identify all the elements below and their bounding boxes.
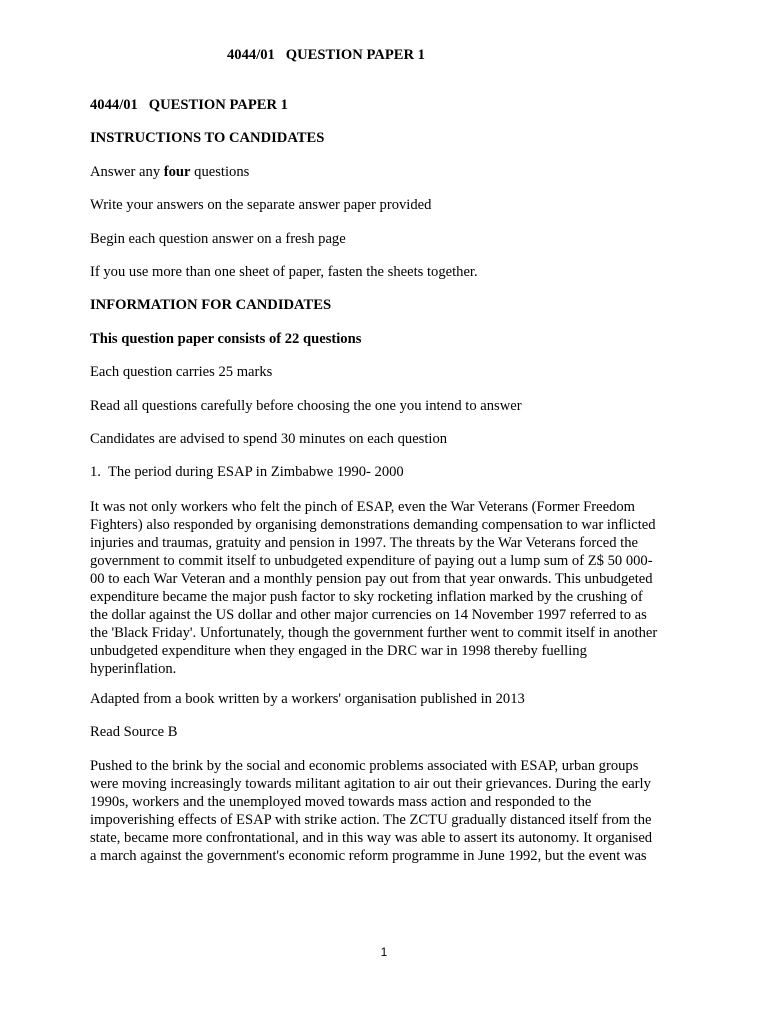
source-a-line: hyperinflation. [90, 660, 177, 677]
paper-title: 4044/01 QUESTION PAPER 1 [90, 97, 288, 113]
source-a-line: government to commit itself to unbudgeted expenditure of paying out a lump sum of Z$ 50 000- [90, 552, 653, 569]
instruction-text: Answer any [90, 163, 164, 180]
question-1-title: 1. The period during ESAP in Zimbabwe 1990- 2000 [90, 464, 404, 481]
instruction-fresh-page: Begin each question answer on a fresh page [90, 230, 346, 247]
instructions-heading: INSTRUCTIONS TO CANDIDATES [90, 130, 325, 147]
source-a-line: expenditure became the major push factor to sky rocketing inflation marked by the crushing of [90, 588, 643, 605]
source-a-line: injuries and traumas, gratuity and pension in 1997. The threats by the War Veterans forced the [90, 534, 638, 551]
instruction-fasten-sheets: If you use more than one sheet of paper, fasten the sheets together. [90, 263, 478, 280]
read-source-b: Read Source B [90, 724, 178, 741]
document-body [90, 96, 680, 864]
info-time-advice: Candidates are advised to spend 30 minutes on each question [90, 430, 448, 447]
source-b-line: a march against the government's economic reform programme in June 1992, but the event was [90, 848, 647, 865]
source-a-line: Fighters) also responded by organising demonstrations demanding compensation to war inflicted [90, 516, 656, 533]
instruction-answer-four [90, 163, 680, 181]
source-a-line: unbudgeted expenditure when they engaged in the DRC war in 1998 thereby fuelling [90, 642, 587, 659]
info-question-count: This question paper consists of 22 questions [90, 330, 362, 347]
info-marks: Each question carries 25 marks [90, 364, 273, 381]
instruction-text: questions [190, 163, 250, 180]
source-a-paragraph [90, 497, 680, 677]
source-b-line: Pushed to the brink by the social and economic problems associated with ESAP, urban groups [90, 758, 639, 775]
source-b-paragraph [90, 756, 680, 864]
instruction-emphasis: four [163, 163, 191, 180]
source-b-line: state, became more confrontational, and in this way was able to assert its autonomy. It organised [90, 830, 653, 847]
source-b-line: 1990s, workers and the unemployed moved towards mass action and responded to the [90, 794, 592, 811]
source-a-line: 00 to each War Veteran and a monthly pension pay out from that year onwards. This unbudgeted [90, 570, 653, 587]
source-b-line: impoverishing effects of ESAP with strike action. The ZCTU gradually distanced itself from the [90, 812, 652, 829]
info-read-carefully: Read all questions carefully before choosing the one you intend to answer [90, 397, 522, 414]
page-number: 1 [380, 945, 388, 959]
instruction-answer-paper: Write your answers on the separate answer paper provided [90, 197, 432, 214]
page-header-title: 4044/01 QUESTION PAPER 1 [227, 47, 425, 63]
source-b-line: were moving increasingly towards militant agitation to air out their grievances. During the early [90, 776, 651, 793]
source-a-line: It was not only workers who felt the pinch of ESAP, even the War Veterans (Former Freedom [90, 498, 636, 515]
information-heading: INFORMATION FOR CANDIDATES [90, 297, 332, 314]
source-a-line: the 'Black Friday'. Unfortunately, though the government further went to commit itself in another [90, 624, 658, 641]
source-a-attribution: Adapted from a book written by a workers' organisation published in 2013 [90, 690, 525, 707]
source-a-line: the dollar against the US dollar and other major currencies on 14 November 1997 referred to as [90, 606, 647, 623]
